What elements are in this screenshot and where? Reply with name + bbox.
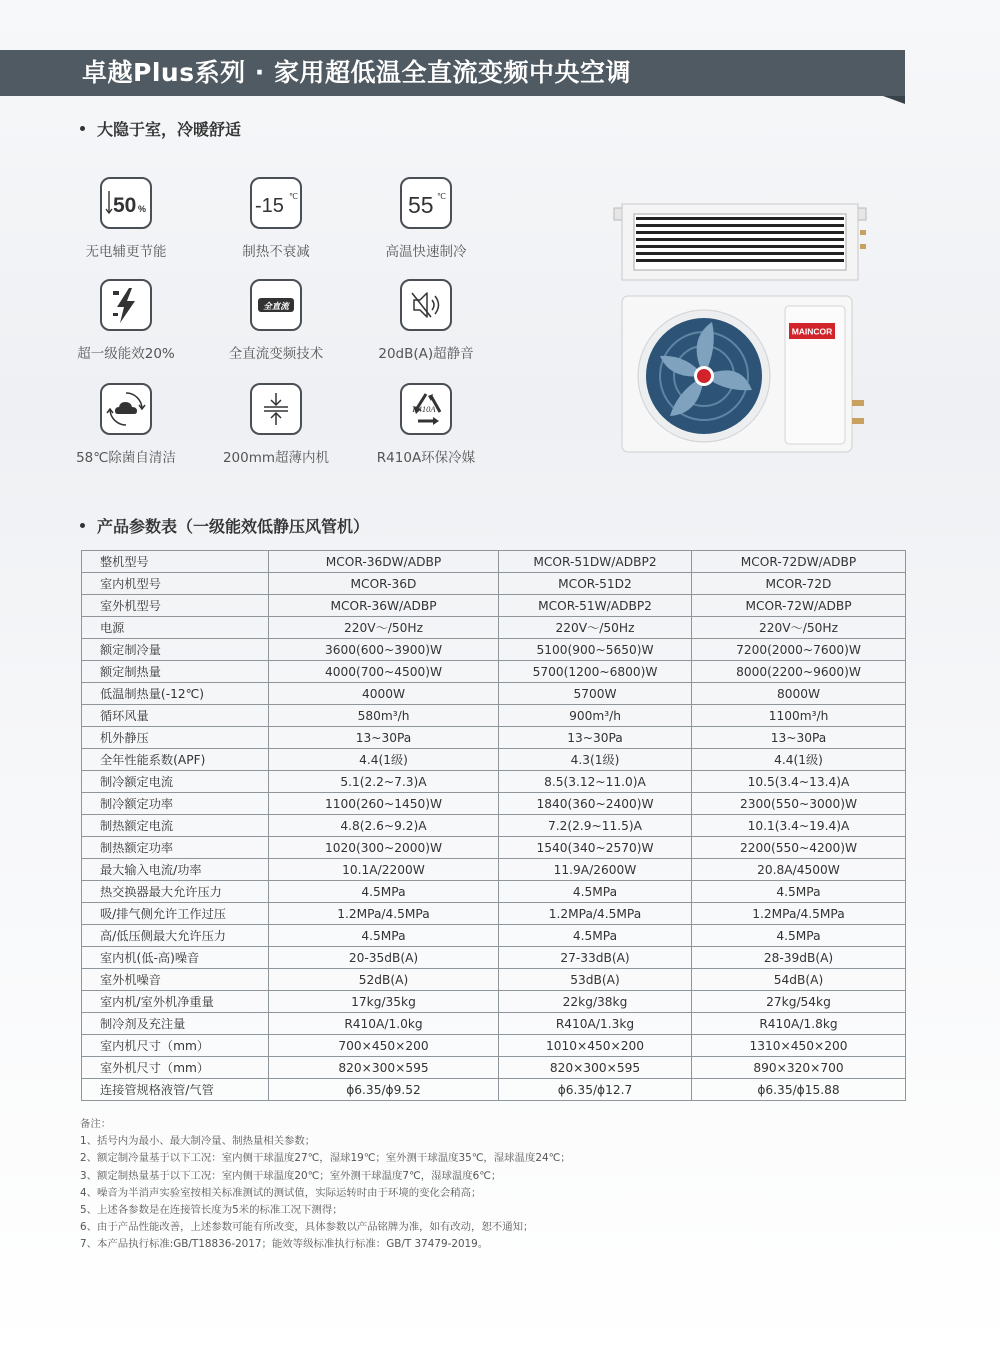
fiftyfive-text: 55 — [408, 192, 434, 218]
spec-table-body — [82, 551, 906, 1101]
page-title: 卓越Plus系列 · 家用超低温全直流变频中央空调 — [82, 58, 631, 87]
param-value-cell: 4000(700~4500)W — [269, 661, 499, 683]
param-value-cell: 10.5(3.4~13.4)A — [692, 771, 906, 793]
notes-title: 备注： — [80, 1118, 112, 1130]
param-value-cell: MCOR-72D — [692, 573, 906, 595]
feature-label: 高温快速制冷 — [385, 244, 467, 260]
feature-high-temp-cooling — [346, 177, 506, 260]
feature-self-clean — [46, 383, 206, 466]
svg-text:℃: ℃ — [289, 192, 298, 201]
note-item: 6、由于产品性能改善，上述参数可能有所改变，具体参数以产品铭牌为准，如有改动，恕不通知； — [80, 1221, 534, 1234]
lightning-icon — [100, 279, 152, 331]
param-name-cell: 最大输入电流/功率 — [82, 859, 269, 881]
features-heading-text: 大隐于室，冷暖舒适 — [97, 120, 242, 139]
param-name-cell: 制热额定电流 — [82, 815, 269, 837]
note-item: 7、本产品执行标准:GB/T18836-2017；能效等级标准执行标准：GB/T 37479-2019。 — [80, 1238, 489, 1251]
param-name-cell: 室外机型号 — [82, 595, 269, 617]
param-value-cell: 4.4(1级) — [269, 749, 499, 771]
param-value-cell: 4.3(1级) — [499, 749, 692, 771]
param-value-cell: 7.2(2.9~11.5)A — [499, 815, 692, 837]
table-row — [82, 727, 906, 749]
table-row — [82, 573, 906, 595]
param-value-cell: 890×320×700 — [692, 1057, 906, 1079]
param-value-cell: 4.5MPa — [499, 925, 692, 947]
feature-label: 超一级能效20% — [77, 346, 175, 362]
table-row — [82, 815, 906, 837]
param-value-cell: 54dB(A) — [692, 969, 906, 991]
param-value-cell: ϕ6.35/ϕ12.7 — [499, 1079, 692, 1101]
notes-list — [80, 1133, 571, 1253]
table-row — [82, 881, 906, 903]
param-name-cell: 室外机尺寸（mm） — [82, 1057, 269, 1079]
minus15-celsius-icon — [250, 177, 302, 229]
param-value-cell: 53dB(A) — [499, 969, 692, 991]
table-row — [82, 705, 906, 727]
param-value-cell: 580m³/h — [269, 705, 499, 727]
table-row — [82, 793, 906, 815]
indoor-unit-illustration — [614, 204, 866, 280]
product-image — [600, 190, 900, 470]
fifty-percent-down-icon — [100, 177, 152, 229]
feature-label: 20dB(A)超静音 — [378, 346, 474, 362]
param-name-cell: 额定制冷量 — [82, 639, 269, 661]
feature-label: 全直流变频技术 — [228, 346, 324, 362]
param-value-cell: 5700W — [499, 683, 692, 705]
param-value-cell: 7200(2000~7600)W — [692, 639, 906, 661]
mute-speaker-icon — [400, 279, 452, 331]
feature-heating — [196, 177, 356, 260]
table-row — [82, 749, 906, 771]
outdoor-unit-illustration — [622, 296, 864, 452]
param-name-cell: 吸/排气侧允许工作过压 — [82, 903, 269, 925]
recycle-r410a-icon — [400, 383, 452, 435]
param-name-cell: 电源 — [82, 617, 269, 639]
param-value-cell: 17kg/35kg — [269, 991, 499, 1013]
note-item: 4、噪音为半消声实验室按相关标准测试的测试值，实际运转时由于环境的变化会稍高； — [80, 1186, 482, 1199]
feature-silent — [346, 279, 506, 362]
param-value-cell: MCOR-36DW/ADBP — [269, 551, 499, 573]
param-name-cell: 制冷额定电流 — [82, 771, 269, 793]
param-value-cell: MCOR-51D2 — [499, 573, 692, 595]
param-value-cell: 900m³/h — [499, 705, 692, 727]
param-value-cell: 4.4(1级) — [692, 749, 906, 771]
param-name-cell: 热交换器最大允许压力 — [82, 881, 269, 903]
table-row — [82, 969, 906, 991]
param-name-cell: 机外静压 — [82, 727, 269, 749]
param-value-cell: 4.5MPa — [692, 881, 906, 903]
note-item: 3、额定制热量基于以下工况：室内侧干球温度20℃；室外测干球温度7℃，湿球温度6℃； — [80, 1169, 502, 1182]
param-value-cell: 1.2MPa/4.5MPa — [692, 903, 906, 925]
param-value-cell: 10.1A/2200W — [269, 859, 499, 881]
feature-label: 无电辅更节能 — [85, 244, 167, 260]
param-value-cell: 1020(300~2000)W — [269, 837, 499, 859]
param-value-cell: 4.5MPa — [499, 881, 692, 903]
feature-dc-inverter — [196, 279, 356, 362]
param-value-cell: R410A/1.8kg — [692, 1013, 906, 1035]
table-row — [82, 925, 906, 947]
spec-table — [81, 550, 906, 1101]
feature-label: 200mm超薄内机 — [222, 450, 330, 466]
param-value-cell: 220V～/50Hz — [499, 617, 692, 639]
feature-label: R410A环保冷媒 — [376, 450, 476, 466]
param-value-cell: MCOR-51W/ADBP2 — [499, 595, 692, 617]
param-name-cell: 制热额定功率 — [82, 837, 269, 859]
table-row — [82, 771, 906, 793]
param-value-cell: 13~30Pa — [692, 727, 906, 749]
feature-energy-saving — [46, 177, 206, 260]
param-value-cell: 20-35dB(A) — [269, 947, 499, 969]
param-value-cell: 2300(550~3000)W — [692, 793, 906, 815]
param-value-cell: 27kg/54kg — [692, 991, 906, 1013]
param-value-cell: 22kg/38kg — [499, 991, 692, 1013]
param-value-cell: 52dB(A) — [269, 969, 499, 991]
param-value-cell: 700×450×200 — [269, 1035, 499, 1057]
dc-inverter-icon — [250, 279, 302, 331]
table-row — [82, 1013, 906, 1035]
table-row — [82, 551, 906, 573]
param-value-cell: 4.8(2.6~9.2)A — [269, 815, 499, 837]
param-value-cell: ϕ6.35/ϕ15.88 — [692, 1079, 906, 1101]
param-name-cell: 连接管规格液管/气管 — [82, 1079, 269, 1101]
header-banner — [0, 50, 905, 96]
param-name-cell: 室内机尺寸（mm） — [82, 1035, 269, 1057]
param-value-cell: 8.5(3.12~11.0)A — [499, 771, 692, 793]
param-name-cell: 室内机/室外机净重量 — [82, 991, 269, 1013]
table-row — [82, 617, 906, 639]
param-name-cell: 室内机型号 — [82, 573, 269, 595]
table-row — [82, 1057, 906, 1079]
feature-efficiency — [46, 279, 206, 362]
param-value-cell: MCOR-51DW/ADBP2 — [499, 551, 692, 573]
param-value-cell: 10.1(3.4~19.4)A — [692, 815, 906, 837]
spec-heading — [80, 514, 369, 537]
param-value-cell: 8000W — [692, 683, 906, 705]
param-value-cell: R410A/1.3kg — [499, 1013, 692, 1035]
feature-label: 制热不衰减 — [242, 244, 310, 260]
param-value-cell: 1.2MPa/4.5MPa — [499, 903, 692, 925]
fifty-five-celsius-icon — [400, 177, 452, 229]
param-value-cell: 4.5MPa — [269, 925, 499, 947]
param-name-cell: 全年性能系数(APF) — [82, 749, 269, 771]
minus15-text: -15 — [255, 195, 284, 217]
param-value-cell: 5100(900~5650)W — [499, 639, 692, 661]
param-value-cell: 2200(550~4200)W — [692, 837, 906, 859]
param-name-cell: 室外机噪音 — [82, 969, 269, 991]
notes — [80, 1116, 571, 1254]
param-name-cell: 整机型号 — [82, 551, 269, 573]
param-value-cell: 1840(360~2400)W — [499, 793, 692, 815]
table-row — [82, 947, 906, 969]
brand-label: MAINCOR — [791, 326, 833, 337]
features-heading — [80, 117, 241, 140]
param-value-cell: 27-33dB(A) — [499, 947, 692, 969]
svg-text:℃: ℃ — [437, 192, 446, 201]
table-row — [82, 661, 906, 683]
param-value-cell: 1.2MPa/4.5MPa — [269, 903, 499, 925]
bullet-dot — [80, 126, 85, 131]
table-row — [82, 903, 906, 925]
param-value-cell: 220V～/50Hz — [269, 617, 499, 639]
param-value-cell: 820×300×595 — [269, 1057, 499, 1079]
param-value-cell: MCOR-36D — [269, 573, 499, 595]
param-value-cell: 4.5MPa — [269, 881, 499, 903]
feature-thin-indoor — [196, 383, 356, 466]
param-value-cell: 220V～/50Hz — [692, 617, 906, 639]
param-value-cell: 13~30Pa — [499, 727, 692, 749]
param-value-cell: R410A/1.0kg — [269, 1013, 499, 1035]
param-name-cell: 室内机(低-高)噪音 — [82, 947, 269, 969]
param-value-cell: 20.8A/4500W — [692, 859, 906, 881]
spec-heading-text: 产品参数表（一级能效低静压风管机） — [97, 517, 370, 536]
note-item: 1、括号内为最小、最大制冷量、制热量相关参数； — [80, 1135, 316, 1148]
param-name-cell: 高/低压侧最大允许压力 — [82, 925, 269, 947]
param-name-cell: 制冷剂及充注量 — [82, 1013, 269, 1035]
param-name-cell: 制冷额定功率 — [82, 793, 269, 815]
param-value-cell: MCOR-36W/ADBP — [269, 595, 499, 617]
table-row — [82, 859, 906, 881]
table-row — [82, 991, 906, 1013]
note-item: 5、上述各参数是在连接管长度为5米的标准工况下测得； — [80, 1204, 343, 1217]
param-value-cell: 1010×450×200 — [499, 1035, 692, 1057]
table-row — [82, 595, 906, 617]
param-name-cell: 循环风量 — [82, 705, 269, 727]
param-name-cell: 低温制热量(-12℃) — [82, 683, 269, 705]
param-value-cell: 1100m³/h — [692, 705, 906, 727]
param-value-cell: 3600(600~3900)W — [269, 639, 499, 661]
param-value-cell: 5700(1200~6800)W — [499, 661, 692, 683]
param-value-cell: 8000(2200~9600)W — [692, 661, 906, 683]
dc-text: 全直流 — [263, 302, 289, 312]
table-row — [82, 837, 906, 859]
fifty-text: 50 — [113, 194, 137, 217]
param-value-cell: MCOR-72DW/ADBP — [692, 551, 906, 573]
param-value-cell: 4000W — [269, 683, 499, 705]
param-value-cell: MCOR-72W/ADBP — [692, 595, 906, 617]
feature-label: 58℃除菌自清洁 — [76, 450, 176, 466]
compress-arrows-icon — [250, 383, 302, 435]
param-value-cell: 1310×450×200 — [692, 1035, 906, 1057]
param-value-cell: 1100(260~1450)W — [269, 793, 499, 815]
feature-eco-refrigerant — [346, 383, 506, 466]
bullet-dot — [80, 523, 85, 528]
svg-text:%: % — [138, 204, 147, 214]
table-row — [82, 1035, 906, 1057]
param-value-cell: 11.9A/2600W — [499, 859, 692, 881]
r410a-text: R410A — [412, 404, 436, 414]
param-name-cell: 额定制热量 — [82, 661, 269, 683]
param-value-cell: ϕ6.35/ϕ9.52 — [269, 1079, 499, 1101]
table-row — [82, 639, 906, 661]
param-value-cell: 13~30Pa — [269, 727, 499, 749]
param-value-cell: 4.5MPa — [692, 925, 906, 947]
param-value-cell: 5.1(2.2~7.3)A — [269, 771, 499, 793]
param-value-cell: 820×300×595 — [499, 1057, 692, 1079]
param-value-cell: 28-39dB(A) — [692, 947, 906, 969]
cloud-refresh-icon — [100, 383, 152, 435]
note-item: 2、额定制冷量基于以下工况：室内侧干球温度27℃，湿球19℃；室外测干球温度35℃，湿球温度24℃； — [80, 1152, 571, 1165]
table-row — [82, 683, 906, 705]
table-row — [82, 1079, 906, 1101]
param-value-cell: 1540(340~2570)W — [499, 837, 692, 859]
